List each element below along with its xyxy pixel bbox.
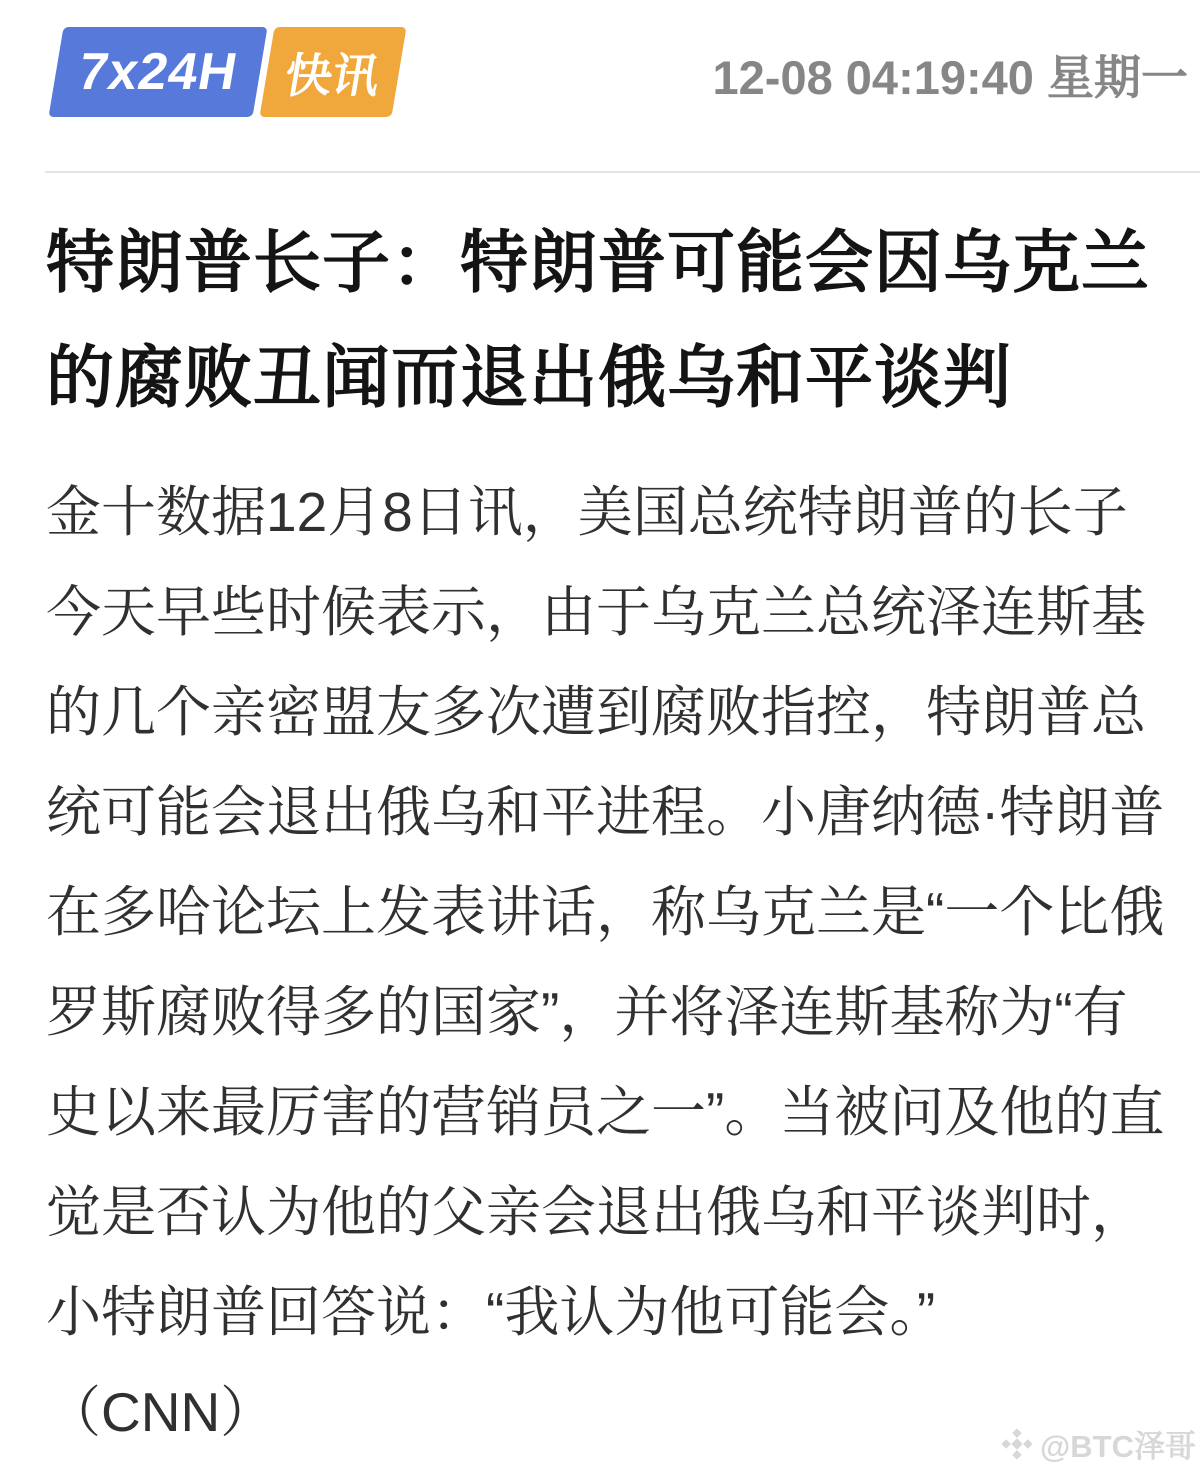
body-line: 的几个亲密盟友多次遭到腐败指控，特朗普总 xyxy=(46,681,1147,743)
watermark xyxy=(1000,1421,1196,1466)
body-line: 史以来最厉害的营销员之一”。当被问及他的直 xyxy=(46,1081,1165,1143)
article-body xyxy=(46,462,1170,1462)
binance-diamond-icon xyxy=(1000,1427,1034,1461)
body-line: 小特朗普回答说：“我认为他可能会。” xyxy=(46,1281,936,1343)
title-line: 特朗普长子：特朗普可能会因乌克兰 xyxy=(46,225,1151,301)
body-line: 今天早些时候表示，由于乌克兰总统泽连斯基 xyxy=(46,581,1147,643)
badge-right-label: 快讯 xyxy=(281,48,384,102)
badge-left-label: 7x24H xyxy=(74,43,242,101)
watermark-label: @BTC泽哥 xyxy=(1040,1429,1196,1464)
body-line: 觉是否认为他的父亲会退出俄乌和平谈判时， xyxy=(46,1181,1147,1243)
body-line: 统可能会退出俄乌和平进程。小唐纳德·特朗普 xyxy=(46,781,1165,843)
badge-7x24h xyxy=(48,27,406,117)
article-title xyxy=(46,206,1170,436)
source-line: （CNN） xyxy=(46,1381,276,1443)
badge-blue-segment xyxy=(48,27,267,117)
body-line: 金十数据12月8日讯，美国总统特朗普的长子 xyxy=(46,481,1128,543)
body-line: 罗斯腐败得多的国家”，并将泽连斯基称为“有 xyxy=(46,981,1128,1043)
timestamp: 12-08 04:19:40 星期一 xyxy=(712,51,1188,104)
body-line: 在多哈论坛上发表讲话，称乌克兰是“一个比俄 xyxy=(46,881,1165,943)
title-line: 的腐败丑闻而退出俄乌和平谈判 xyxy=(46,340,1013,416)
header-divider xyxy=(45,171,1200,173)
badge-orange-segment xyxy=(259,27,406,117)
